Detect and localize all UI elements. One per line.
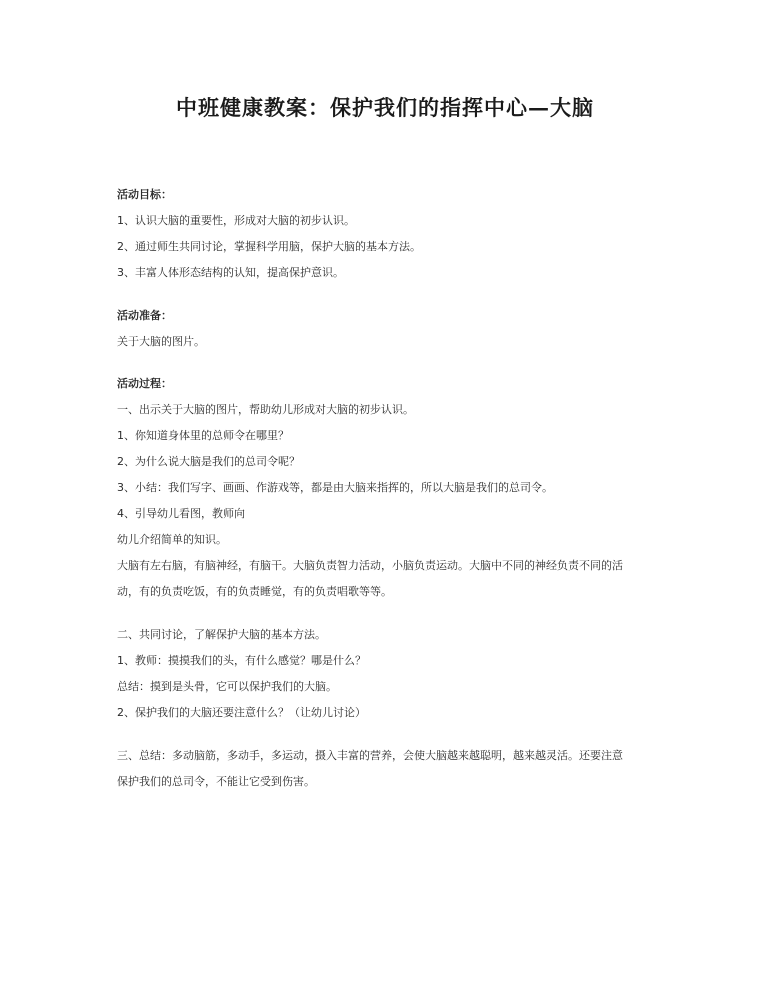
prep-heading: 活动准备： (117, 309, 172, 322)
step2-summary: 总结：摸到是头骨，它可以保护我们的大脑。 (117, 680, 337, 693)
item-number: 1 (117, 654, 124, 667)
goal-text: 、丰富人体形态结构的认知，提高保护意识。 (124, 266, 344, 279)
goal-text: 、通过师生共同讨论，掌握科学用脑，保护大脑的基本方法。 (124, 240, 421, 253)
step1-item-1 (117, 429, 677, 443)
item-text: 、引导幼儿看图，教师向 (124, 507, 245, 520)
goal-item-1 (117, 214, 677, 228)
goal-number: 3 (117, 266, 124, 279)
goal-number: 2 (117, 240, 124, 253)
item-number: 2 (117, 455, 124, 468)
step2-item-1 (117, 654, 677, 668)
item-number: 1 (117, 429, 124, 442)
step1-heading: 一、出示关于大脑的图片，帮助幼儿形成对大脑的初步认识。 (117, 403, 414, 416)
document-title: 中班健康教案：保护我们的指挥中心—大脑 (176, 95, 594, 120)
item-text: 、教师：摸摸我们的头，有什么感觉？哪是什么？ (124, 654, 366, 667)
step2-heading: 二、共同讨论，了解保护大脑的基本方法。 (117, 628, 326, 641)
step1-item-2 (117, 455, 677, 469)
step3-line-1: 三、总结：多动脑筋，多动手，多运动，摄入丰富的营养，会使大脑越来越聪明，越来越灵活。还要注意 (117, 749, 623, 762)
process-heading: 活动过程： (117, 377, 172, 390)
item-text: 、小结：我们写字、画画、作游戏等，都是由大脑来指挥的，所以大脑是我们的总司令。 (124, 481, 553, 494)
goal-number: 1 (117, 214, 124, 227)
goal-text: 、认识大脑的重要性，形成对大脑的初步认识。 (124, 214, 355, 227)
step1-item-3 (117, 481, 677, 495)
goals-heading: 活动目标： (117, 188, 172, 201)
step1-item-4 (117, 507, 677, 521)
step3-line-2: 保护我们的总司令，不能让它受到伤害。 (117, 775, 315, 788)
item-number: 4 (117, 507, 124, 520)
prep-text: 关于大脑的图片。 (117, 335, 205, 348)
item-text: 、为什么说大脑是我们的总司令呢？ (124, 455, 300, 468)
item-text: 、你知道身体里的总师令在哪里？ (124, 429, 289, 442)
item-text: 、保护我们的大脑还要注意什么？（让幼儿讨论） (124, 706, 366, 719)
brain-paragraph-line-2: 动，有的负责吃饭，有的负责睡觉，有的负责唱歌等等。 (117, 585, 392, 598)
goal-item-3 (117, 266, 677, 280)
item-number: 2 (117, 706, 124, 719)
step1-continuation: 幼儿介绍简单的知识。 (117, 533, 227, 546)
item-number: 3 (117, 481, 124, 494)
step2-item-2 (117, 706, 677, 720)
goal-item-2 (117, 240, 677, 254)
brain-paragraph-line-1: 大脑有左右脑，有脑神经，有脑干。大脑负责智力活动，小脑负责运动。大脑中不同的神经负责不同的活 (117, 559, 623, 572)
